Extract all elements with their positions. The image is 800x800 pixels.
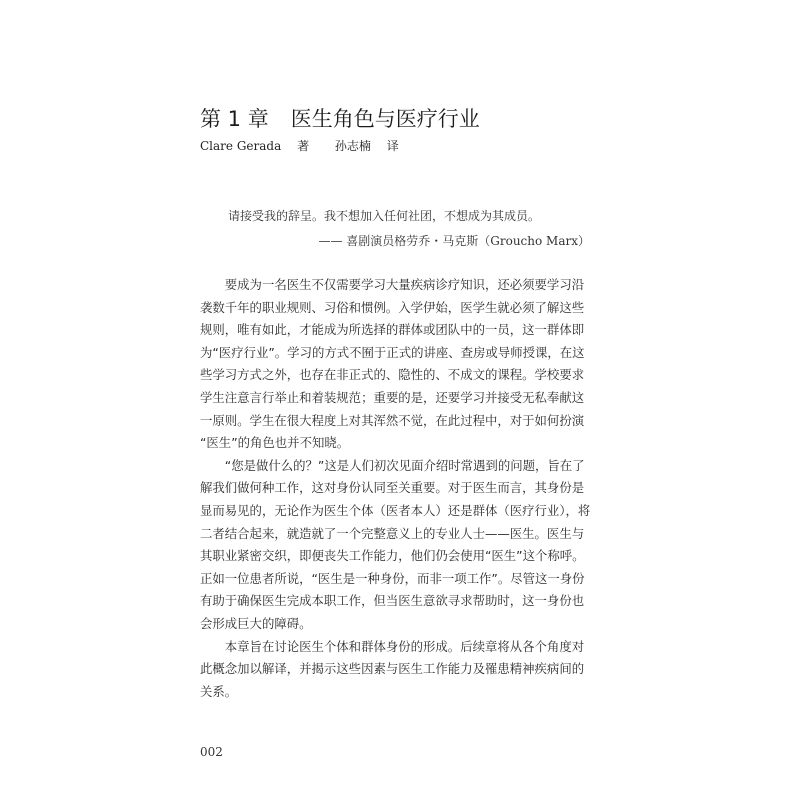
author-role: 著 <box>297 139 310 153</box>
text-line: 本章旨在讨论医生个体和群体身份的形成。后续章将从各个角度对 <box>200 638 585 654</box>
text-line: 学生注意言行举止和着装规范；重要的是，还要学习并接受无私奉献这 <box>200 389 585 405</box>
text-line: 二者结合起来，就造就了一个完整意义上的专业人士——医生。医生与 <box>200 525 585 541</box>
paragraph <box>200 274 590 455</box>
text-line: 解我们做何种工作，这对身份认同至关重要。对于医生而言，其身份是 <box>200 480 585 496</box>
body-text <box>200 274 590 703</box>
chapter-title-text: 医生角色与医疗行业 <box>290 107 480 131</box>
epigraph <box>200 206 590 251</box>
text-line: 其职业紧密交织，即便丧失工作能力，他们仍会使用“医生”这个称呼。 <box>200 548 585 564</box>
paragraph <box>200 455 590 636</box>
paragraph <box>200 636 590 704</box>
text-line: 规则，唯有如此，才能成为所选择的群体或团队中的一员，这一群体即 <box>200 322 585 338</box>
text-line: 正如一位患者所说，“医生是一种身份，而非一项工作”。尽管这一身份 <box>200 570 585 586</box>
author-name: Clare Gerada <box>200 139 282 153</box>
text-line: 要成为一名医生不仅需要学习大量疾病诊疗知识，还必须要学习沿 <box>200 277 585 292</box>
text-line: 一原则。学生在很大程度上对其浑然不觉，在此过程中，对于如何扮演 <box>200 412 585 428</box>
text-line: 有助于确保医生完成本职工作，但当医生意欲寻求帮助时，这一身份也 <box>200 593 585 609</box>
translator-role: 译 <box>386 139 399 153</box>
text-line: “您是做什么的？”这是人们初次见面介绍时常遇到的问题，旨在了 <box>200 457 585 473</box>
epigraph-attribution: —— 喜剧演员格劳乔・马克斯（Groucho Marx） <box>318 234 590 248</box>
text-line: 显而易见的，无论作为医生个体（医者本人）还是群体（医疗行业），将 <box>200 502 591 518</box>
chapter-label: 第 1 章 <box>200 107 269 131</box>
text-line: 关系。 <box>200 683 238 699</box>
text-line: 会形成巨大的障碍。 <box>200 615 312 631</box>
chapter-title <box>200 104 480 134</box>
author-line <box>200 137 399 155</box>
text-line: 些学习方式之外，也存在非正式的、隐性的、不成文的课程。学校要求 <box>200 367 585 383</box>
text-line: 此概念加以解译，并揭示这些因素与医生工作能力及罹患精神疾病间的 <box>200 661 585 677</box>
text-line: “医生”的角色也并不知晓。 <box>200 435 350 451</box>
translator-name: 孙志楠 <box>334 139 371 153</box>
text-line: 袭数千年的职业规则、习俗和惯例。入学伊始，医学生就必须了解这些 <box>200 299 585 315</box>
text-line: 为“医疗行业”。学习的方式不囿于正式的讲座、查房或导师授课，在这 <box>200 344 585 360</box>
page-number: 002 <box>200 745 223 759</box>
epigraph-quote: 请接受我的辞呈。我不想加入任何社团，不想成为其成员。 <box>228 209 541 223</box>
